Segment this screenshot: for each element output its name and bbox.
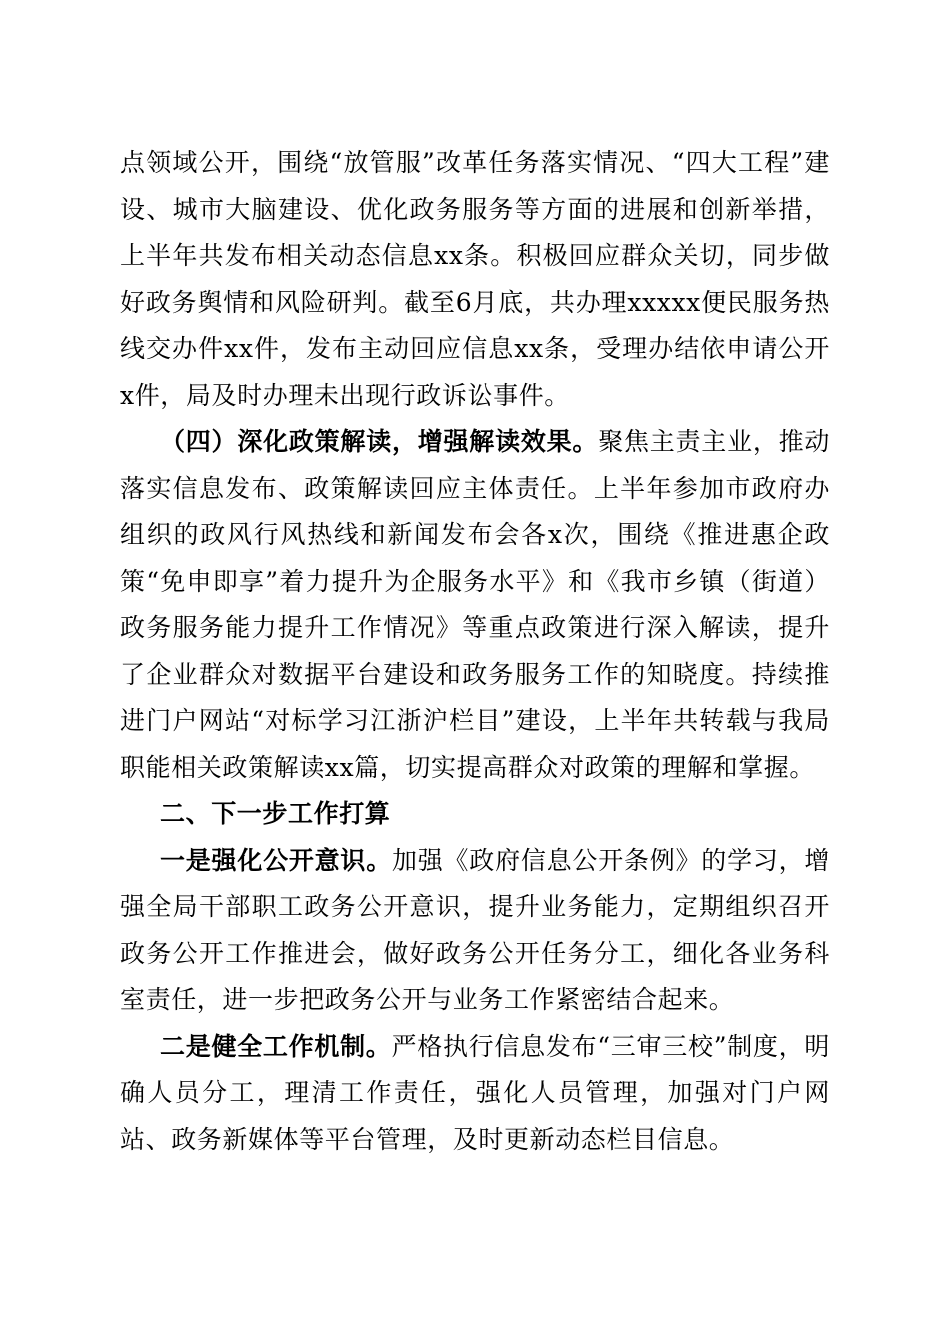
paragraph-lead: 一是强化公开意识。 [160, 845, 392, 875]
paragraph-text: 点领域公开，围绕“放管服”改革任务落实情况、“四大工程”建设、城市大脑建设、优化政务服务等方面的进展和创新举措，上半年共发布相关动态信息xx条。积极回应群众关切，同步做好政务舆情和风险研判。截至6月底，共办理xxxxx便民服务热线交办件xx件，发布主动回应信息xx条，受理办结依申请公开x件，局及时办理未出现行政诉讼事件。 [120, 148, 830, 410]
paragraph-text: 严格执行信息发布“三审三校”制度，明确人员分工，理清工作责任，强化人员管理，加强对门户网站、政务新媒体等平台管理，及时更新动态栏目信息。 [120, 1031, 830, 1154]
paragraph-awareness [120, 838, 830, 1024]
paragraph-mechanism [120, 1024, 830, 1164]
paragraph-lead: 二是健全工作机制。 [160, 1031, 392, 1061]
paragraph-lead: （四）深化政策解读，增强解读效果。 [160, 427, 599, 456]
document-body [120, 140, 830, 1163]
paragraph-policy-interpretation [120, 419, 830, 791]
paragraph-open-info [120, 140, 830, 419]
paragraph-text: 聚焦主责主业，推动落实信息发布、政策解读回应主体责任。上半年参加市政府办组织的政风行风热线和新闻发布会各x次，围绕《推进惠企政策“免申即享”着力提升为企服务水平》和《我市乡镇（街道）政务服务能力提升工作情况》等重点政策进行深入解读，提升了企业群众对数据平台建设和政务服务工作的知晓度。持续推进门户网站“对标学习江浙沪栏目”建设，上半年共转载与我局职能相关政策解读xx篇，切实提高群众对政策的理解和掌握。 [120, 427, 830, 782]
paragraph-text: 加强《政府信息公开条例》的学习，增强全局干部职工政务公开意识，提升业务能力，定期组织召开政务公开工作推进会，做好政务公开任务分工，细化各业务科室责任，进一步把政务公开与业务工作紧密结合起来。 [120, 845, 830, 1014]
section-heading: 二、下一步工作打算 [160, 799, 391, 828]
